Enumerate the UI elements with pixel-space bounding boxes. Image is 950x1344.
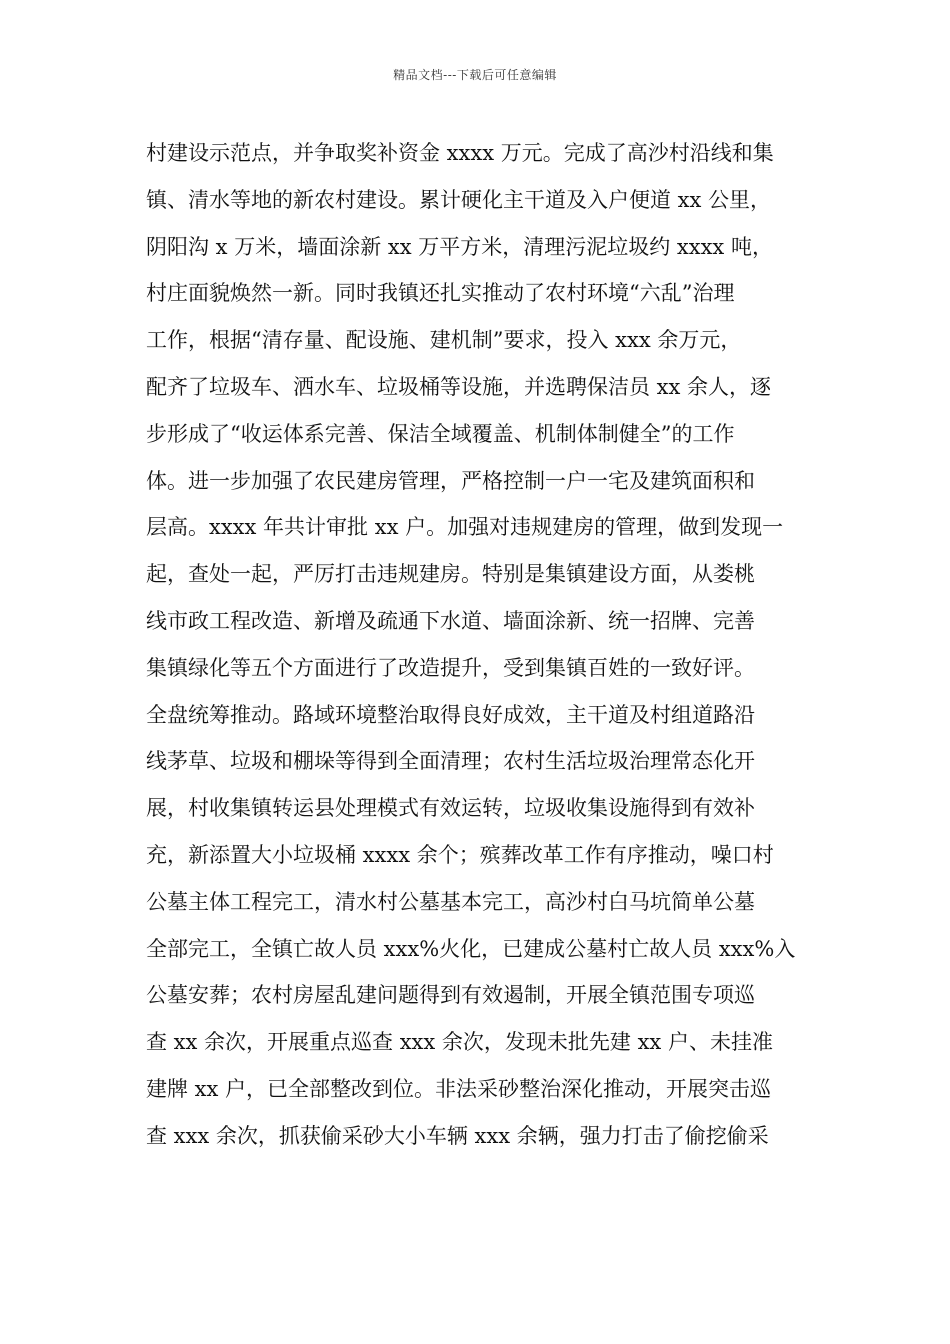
text-line: 集镇绿化等五个方面进行了改造提升，受到集镇百姓的一致好评。 (146, 655, 755, 680)
text-line: 充，新添置大小垃圾桶 xxxx 余个；殡葬改革工作有序推动，噪口村 (146, 842, 774, 867)
text-line: 线市政工程改造、新增及疏通下水道、墙面涂新、统一招牌、完善 (146, 608, 755, 633)
text-line: 配齐了垃圾车、洒水车、垃圾桶等设施，并选聘保洁员 xx 余人，逐 (146, 374, 772, 399)
text-line: 建牌 xx 户，已全部整改到位。非法采砂整治深化推动，开展突击巡 (146, 1076, 772, 1101)
text-line: 全部完工，全镇亡故人员 xxx%火化，已建成公墓村亡故人员 xxx%入 (146, 936, 796, 961)
text-line: 查 xx 余次，开展重点巡查 xxx 余次，发现未批先建 xx 户、未挂准 (146, 1030, 773, 1055)
text-line: 体。进一步加强了农民建房管理，严格控制一户一宅及建筑面积和 (146, 468, 755, 493)
text-line: 全盘统筹推动。路域环境整治取得良好成效，主干道及村组道路沿 (146, 702, 755, 727)
text-line: 镇、清水等地的新农村建设。累计硬化主干道及入户便道 xx 公里， (146, 187, 772, 212)
body-text (146, 130, 811, 1160)
text-line: 公墓主体工程完工，清水村公墓基本完工，高沙村白马坑简单公墓 (146, 889, 755, 914)
text-line: 起，查处一起，严厉打击违规建房。特别是集镇建设方面，从娄桃 (146, 562, 755, 587)
text-line: 村建设示范点，并争取奖补资金 xxxx 万元。完成了高沙村沿线和集 (146, 141, 774, 165)
text-line: 工作，根据“清存量、配设施、建机制”要求，投入 xxx 余万元， (146, 328, 742, 353)
page-header: 精品文档---下载后可任意编辑 (393, 68, 557, 82)
text-line: 村庄面貌焕然一新。同时我镇还扎实推动了农村环境“六乱”治理 (146, 281, 735, 306)
text-line: 展，村收集镇转运县处理模式有效运转，垃圾收集设施得到有效补 (146, 796, 755, 821)
text-line: 步形成了“收运体系完善、保洁全域覆盖、机制体制健全”的工作 (146, 421, 735, 446)
text-line: 层高。xxxx 年共计审批 xx 户。加强对违规建房的管理，做到发现一 (146, 515, 784, 540)
text-line: 公墓安葬；农村房屋乱建问题得到有效遏制，开展全镇范围专项巡 (146, 983, 755, 1008)
text-line: 阴阳沟 x 万米，墙面涂新 xx 万平方米，清理污泥垃圾约 xxxx 吨， (146, 234, 773, 259)
text-line: 线茅草、垃圾和棚垛等得到全面清理；农村生活垃圾治理常态化开 (146, 749, 755, 774)
text-line: 查 xxx 余次，抓获偷采砂大小车辆 xxx 余辆，强力打击了偷挖偷采 (146, 1123, 769, 1148)
